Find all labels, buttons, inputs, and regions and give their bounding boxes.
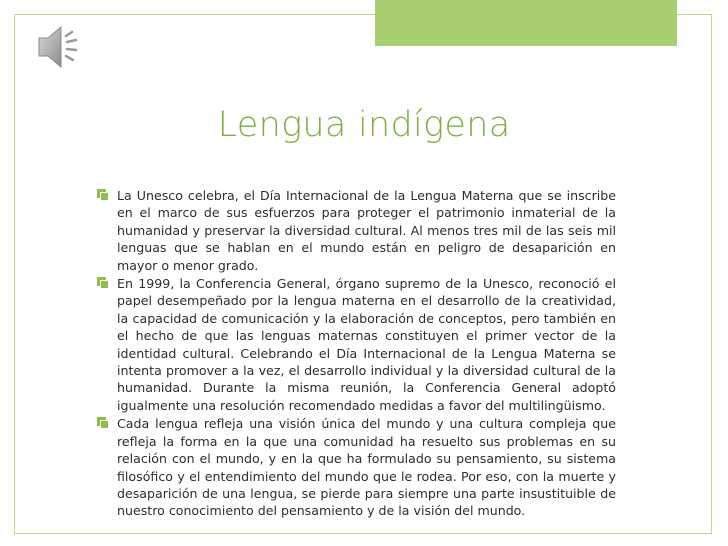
bullet-icon bbox=[96, 188, 109, 201]
bullet-icon bbox=[96, 276, 109, 289]
bullet-text: Cada lengua refleja una visión única del mundo y una cultura compleja que refleja la forma en la que una comunidad ha resuelto sus problemas en su relación con el mundo, y en la que ha formulado su pensamiento, su sistema filosófico y el entendimiento del mundo que le rodea. Por eso, con la muerte y desaparición de una lengua, se pierde para siempre una parte insustituible de nuestro conocimiento del pensamiento y de la visión del mundo. bbox=[117, 416, 616, 519]
list-item bbox=[117, 415, 616, 519]
bullet-text: La Unesco celebra, el Día Internacional de la Lengua Materna que se inscribe en el marco de sus esfuerzos para proteger el patrimonio inmaterial de la humanidad y preservar la diversidad cultural. Al menos tres mil de las seis mil lenguas que se hablan en el mundo están en peligro de desaparición en mayor o menor grado. bbox=[117, 188, 616, 273]
bullet-icon bbox=[96, 416, 109, 429]
bullet-text: En 1999, la Conferencia General, órgano supremo de la Unesco, reconoció el papel desempeñado por la lengua materna en el desarrollo de la creatividad, la capacidad de comunicación y la elaboración de conceptos, pero también en el hecho de que las lenguas maternas constituyen el primer vector de la identidad cultural. Celebrando el Día Internacional de la Lengua Materna se intenta promover a la vez, el desarrollo individual y la diversidad cultural de la humanidad. Durante la misma reunión, la Conferencia General adoptó igualmente una resolución recomendado medidas a favor del multilingüismo. bbox=[117, 276, 616, 413]
bullet-list bbox=[117, 187, 616, 521]
accent-band bbox=[375, 0, 677, 46]
list-item bbox=[117, 187, 616, 274]
slide-title: Lengua indígena bbox=[217, 105, 511, 145]
speaker-icon[interactable] bbox=[35, 22, 85, 72]
list-item bbox=[117, 275, 616, 414]
